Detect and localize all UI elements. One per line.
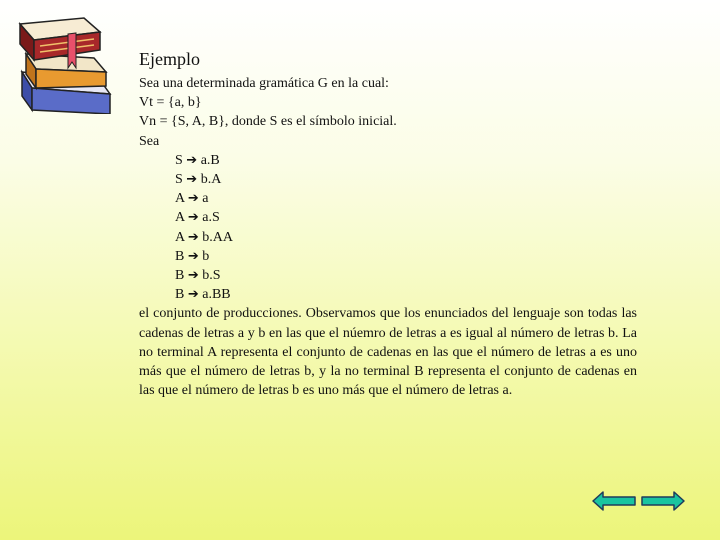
- nonterminals-definition: Vn = {S, A, B}, donde S es el símbolo inicial.: [139, 114, 397, 130]
- rule-rhs: b: [202, 248, 210, 264]
- production-rule: [175, 189, 659, 208]
- next-arrow-icon[interactable]: [641, 490, 685, 512]
- terminals-definition: Vt = {a, b}: [139, 95, 202, 111]
- arrow-right-icon: ➔: [187, 191, 199, 207]
- rule-rhs: a.S: [202, 210, 220, 226]
- arrow-right-icon: ➔: [187, 268, 199, 284]
- arrow-right-icon: ➔: [186, 152, 198, 168]
- rule-rhs: b.AA: [202, 229, 233, 245]
- rule-rhs: a.BB: [202, 287, 231, 303]
- production-rule: [175, 170, 659, 189]
- arrow-right-icon: ➔: [187, 287, 199, 303]
- rule-lhs: S: [175, 152, 183, 168]
- rule-rhs: a.B: [200, 152, 220, 168]
- sea-text: Sea: [139, 133, 160, 149]
- production-rule: [175, 247, 659, 266]
- arrow-right-icon: ➔: [187, 229, 199, 245]
- production-rule: [175, 151, 659, 170]
- rule-lhs: A: [175, 210, 185, 226]
- rule-lhs: B: [175, 287, 185, 303]
- production-rules-list: [139, 151, 659, 305]
- slide-content: [139, 48, 659, 400]
- rule-lhs: B: [175, 268, 185, 284]
- production-rule: [175, 208, 659, 227]
- production-rule: [175, 285, 659, 304]
- rule-rhs: b.A: [200, 172, 222, 188]
- rule-rhs: a: [202, 191, 209, 207]
- arrow-right-icon: ➔: [186, 172, 198, 188]
- books-stack-icon: [14, 14, 114, 114]
- rule-lhs: A: [175, 229, 185, 245]
- arrow-right-icon: ➔: [187, 210, 199, 226]
- arrow-right-icon: ➔: [187, 248, 199, 264]
- intro-text: Sea una determinada gramática G en la cual:: [139, 76, 389, 91]
- rule-lhs: B: [175, 248, 185, 264]
- production-rule: [175, 266, 659, 285]
- previous-arrow-icon[interactable]: [592, 490, 636, 512]
- rule-lhs: A: [175, 191, 185, 207]
- slide-title: Ejemplo: [139, 49, 200, 69]
- production-rule: [175, 228, 659, 247]
- rule-rhs: b.S: [202, 268, 221, 284]
- rule-lhs: S: [175, 172, 183, 188]
- conclusion-paragraph: el conjunto de producciones. Observamos que los enunciados del lenguaje son todas las cadenas de letras a y b en las que el núemro de letras a es igual al número de letras b. La no terminal A representa el conjunto de cadenas en las que el número de letras a es uno más que el número de letras b, y la no terminal B representa el conjunto de cadenas en las que el número de letras b es uno más que el número de letras a.: [139, 306, 637, 399]
